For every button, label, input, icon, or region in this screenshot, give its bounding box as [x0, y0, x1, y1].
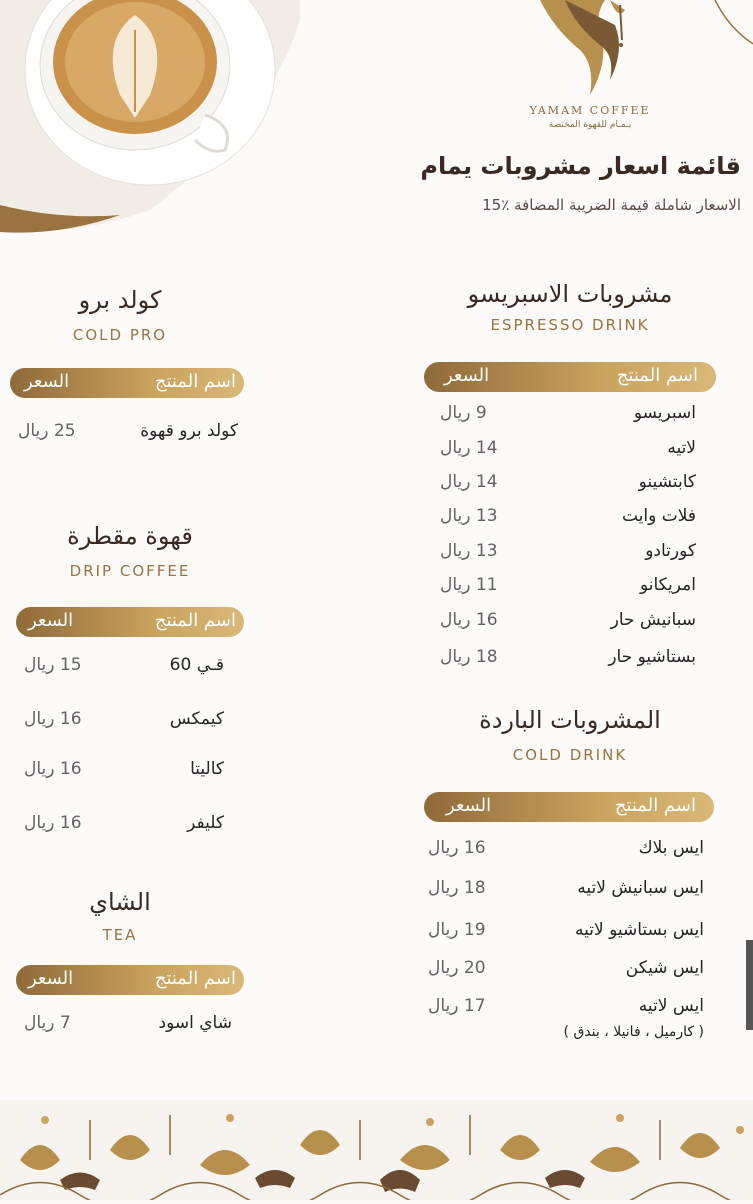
item-name: ايس لاتيه — [638, 996, 704, 1016]
list-item — [428, 958, 704, 984]
item-price: 16 ريال — [428, 838, 486, 858]
header-product-label: اسم المنتج — [154, 968, 236, 989]
brand-logo — [500, 0, 680, 140]
list-item — [440, 438, 696, 464]
item-name: لاتيه — [667, 438, 696, 458]
item-price: 25 ريال — [18, 421, 76, 441]
item-name: بستاشيو حار — [608, 647, 696, 667]
header-price-label: السعر — [446, 795, 492, 816]
item-name: سبانيش حار — [610, 610, 696, 630]
cold-pro-header — [10, 368, 244, 398]
brand-name-en: YAMAM COFFEE — [529, 104, 651, 117]
page-title: قائمة اسعار مشروبات يمام — [420, 152, 741, 180]
cold-drink-title-en: COLD DRINK — [512, 746, 628, 764]
brand-name-ar: يـمـام للقهوة المختصة — [548, 120, 632, 130]
item-name: شاي اسود — [158, 1013, 232, 1033]
drip-title-ar: قهوة مقطرة — [67, 522, 193, 550]
item-price: 11 ريال — [440, 575, 498, 595]
list-item — [440, 575, 696, 601]
header-product-label: اسم المنتج — [154, 371, 236, 392]
cold-drink-title-ar: المشروبات الباردة — [479, 706, 661, 734]
tea-title-en: TEA — [102, 926, 138, 944]
item-name: كليفر — [187, 813, 224, 833]
tea-header — [16, 965, 244, 995]
coffee-cup-image — [0, 0, 300, 235]
list-item — [24, 655, 224, 681]
list-item — [18, 421, 238, 447]
list-item — [440, 541, 696, 567]
list-item — [428, 996, 704, 1022]
item-price: 14 ريال — [440, 438, 498, 458]
logo-mark-icon — [500, 0, 680, 100]
item-name: اسبريسو — [633, 403, 696, 423]
list-item — [24, 759, 224, 785]
cold-pro-title-en: COLD PRO — [72, 326, 168, 344]
item-price: 18 ريال — [440, 647, 498, 667]
item-name: ايس بستاشيو لاتيه — [575, 920, 704, 940]
item-price: 16 ريال — [24, 709, 82, 729]
list-item — [428, 920, 704, 946]
espresso-title-ar: مشروبات الاسبريسو — [467, 280, 673, 308]
scroll-edge-bar — [746, 940, 753, 1030]
item-note: ( كارميل ، فانيلا ، بندق ) — [563, 1024, 704, 1040]
header-product-label: اسم المنتج — [616, 365, 698, 386]
item-name: كيمكس — [169, 709, 224, 729]
item-price: 15 ريال — [24, 655, 82, 675]
list-item — [440, 403, 696, 429]
item-price: 20 ريال — [428, 958, 486, 978]
item-name: فلات وايت — [621, 506, 696, 526]
cold-drink-header — [424, 792, 714, 822]
list-item — [440, 647, 696, 673]
item-name: كاليتا — [190, 759, 224, 779]
item-name: ايس بلاك — [638, 838, 704, 858]
espresso-header — [424, 362, 716, 392]
item-price: 17 ريال — [428, 996, 486, 1016]
item-price: 16 ريال — [24, 759, 82, 779]
item-name: ايس سبانيش لاتيه — [577, 878, 704, 898]
item-name: قـي 60 — [169, 655, 224, 675]
espresso-title-en: ESPRESSO DRINK — [490, 316, 650, 334]
decor-curve — [700, 0, 753, 60]
header-price-label: السعر — [24, 371, 70, 392]
item-price: 14 ريال — [440, 472, 498, 492]
header-price-label: السعر — [444, 365, 490, 386]
list-item — [24, 709, 224, 735]
item-name: امريكانو — [639, 575, 696, 595]
item-price: 16 ريال — [440, 610, 498, 630]
list-item — [24, 1013, 232, 1039]
list-item — [428, 838, 704, 864]
list-item — [428, 878, 704, 904]
list-item — [24, 813, 224, 839]
drip-title-en: DRIP COFFEE — [69, 562, 191, 580]
header-product-label: اسم المنتج — [614, 795, 696, 816]
item-price: 19 ريال — [428, 920, 486, 940]
item-name: ايس شيكن — [625, 958, 704, 978]
item-name: كابتشينو — [638, 472, 696, 492]
item-name: كورتادو — [645, 541, 696, 561]
header-price-label: السعر — [28, 968, 74, 989]
item-price: 13 ريال — [440, 541, 498, 561]
cold-pro-title-ar: كولد برو — [78, 286, 162, 314]
item-price: 7 ريال — [24, 1013, 71, 1033]
item-price: 18 ريال — [428, 878, 486, 898]
list-item-note — [428, 1024, 704, 1050]
tea-title-ar: الشاي — [89, 888, 151, 916]
list-item — [440, 472, 696, 498]
header-price-label: السعر — [28, 610, 74, 631]
decorative-pattern — [0, 1100, 753, 1200]
list-item — [440, 610, 696, 636]
item-price: 16 ريال — [24, 813, 82, 833]
item-name: كولد برو قهوة — [140, 421, 238, 441]
page-subtitle: الاسعار شاملة قيمة الضريبة المضافة ٪15 — [482, 196, 741, 214]
drip-header — [16, 607, 244, 637]
item-price: 13 ريال — [440, 506, 498, 526]
list-item — [440, 506, 696, 532]
header-product-label: اسم المنتج — [154, 610, 236, 631]
item-price: 9 ريال — [440, 403, 487, 423]
